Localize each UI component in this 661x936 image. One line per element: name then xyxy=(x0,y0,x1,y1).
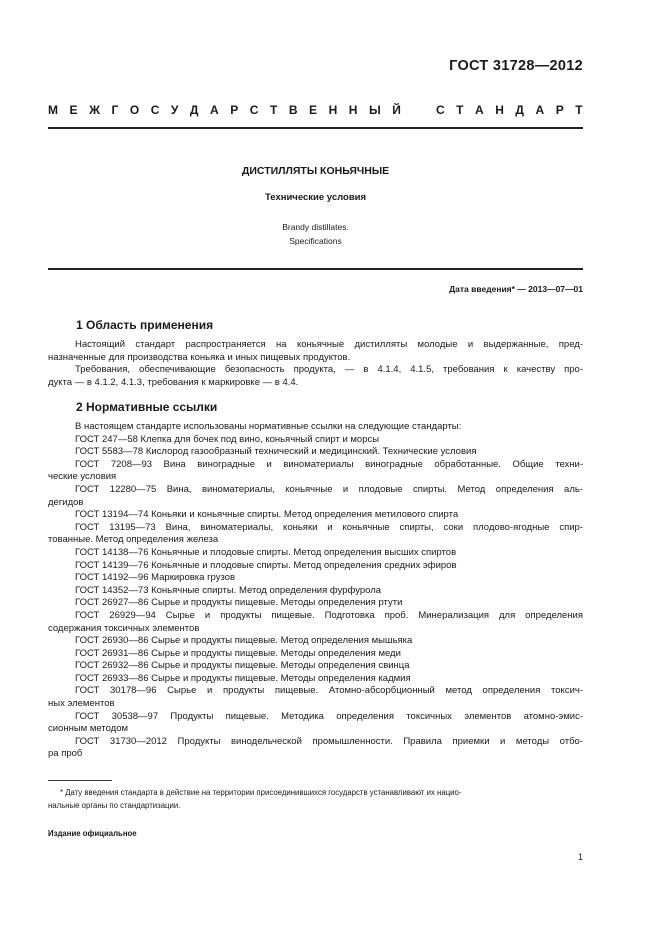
text-line: ГОСТ 13194—74 Коньяки и коньячные спирты. Метод определения метилового спирта xyxy=(75,509,459,521)
text-line: ГОСТ 26933—86 Сырье и продукты пищевые. Методы определения кадмия xyxy=(75,672,411,684)
title-rule xyxy=(48,268,583,270)
banner-gap xyxy=(412,103,424,117)
banner-letter: Р xyxy=(230,103,239,117)
banner-letter: Ы xyxy=(368,103,381,117)
banner-letter: С xyxy=(150,103,160,117)
text-line: ГОСТ 247—58 Клепка для бочек под вино, коньячный спирт и морсы xyxy=(75,433,380,445)
text-line: ГОСТ 26932—86 Сырье и продукты пищевые. Методы определения свинца xyxy=(75,660,410,672)
section2-body xyxy=(48,421,583,761)
banner-letter: Ж xyxy=(89,103,100,117)
document-title: ДИСТИЛЛЯТЫ КОНЬЯЧНЫЕ xyxy=(241,165,390,177)
text-line: ГОСТ 14138—76 Коньячные и плодовые спирты. Метод определения высших спиртов xyxy=(75,546,457,558)
english-title-line1: Brandy distillates. xyxy=(282,222,349,232)
text-line: ГОСТ 26931—86 Сырье и продукты пищевые. Методы определения меди xyxy=(75,647,401,659)
text-line: ческие условия xyxy=(48,471,117,483)
page-number: 1 xyxy=(577,852,583,862)
english-title-line2: Specifications xyxy=(289,236,342,246)
banner-letter: Т xyxy=(575,103,583,117)
text-line: назначенные для производства коньяка и иных пищевых продуктов. xyxy=(48,351,351,363)
banner-letter: М xyxy=(48,103,58,117)
text-line: ГОСТ 31730—2012 Продукты винодельческой промышленности. Правила приемки и методы отбо- xyxy=(75,735,583,747)
banner-letter: А xyxy=(209,103,219,117)
text-line: ГОСТ 26930—86 Сырье и продукты пищевые. Метод определения мышьяка xyxy=(75,635,413,647)
introduction-date: Дата введения* — 2013—07—01 xyxy=(449,284,583,294)
banner-letter: С xyxy=(435,103,445,117)
banner-letter: Г xyxy=(111,103,119,117)
text-line: ГОСТ 12280—75 Вина, виноматериалы, коньячные и плодовые спирты. Метод определения аль- xyxy=(75,483,583,495)
standard-code: ГОСТ 31728—2012 xyxy=(449,58,583,74)
section1-heading: 1 Область применения xyxy=(76,318,214,332)
banner-letter: Е xyxy=(69,103,78,117)
banner-letter: Н xyxy=(328,103,338,117)
banner-letter: А xyxy=(535,103,545,117)
text-line: дукта — в 4.1.2, 4.1.3, требования к маркировке — в 4.4. xyxy=(48,376,299,388)
text-line: сионным методом xyxy=(48,723,129,735)
english-title xyxy=(48,220,583,248)
text-line: Настоящий стандарт распространяется на коньячные дистилляты молодые и выдержанные, пред- xyxy=(75,339,583,350)
edition-label: Издание официальное xyxy=(48,829,137,838)
banner-letter: Е xyxy=(309,103,318,117)
footnote-line1: * Дату введения стандарта в действие на территории присоединившихся государств устанавливают их нацио- xyxy=(60,788,462,797)
text-line: ных элементов xyxy=(48,698,115,710)
text-line: ГОСТ 13195—73 Вина, виноматериалы, коньяки и коньячные спирты, соки плодово-ягодные спир- xyxy=(75,521,583,533)
banner-letter: У xyxy=(170,103,179,117)
text-line: ГОСТ 26929—94 Сырье и продукты пищевые. Подготовка проб. Минерализация для определения xyxy=(75,609,583,621)
footnote-rule xyxy=(48,780,112,781)
text-line: ГОСТ 7208—93 Вина виноградные и виноматериалы виноградные обработанные. Общие техни- xyxy=(75,458,583,470)
text-line: ра проб xyxy=(48,748,83,760)
banner-letter: Т xyxy=(269,103,278,117)
text-line: ГОСТ 26927—86 Сырье и продукты пищевые. Методы определения ртути xyxy=(75,597,403,609)
text-line: ГОСТ 30178—96 Сырье и продукты пищевые. Атомно-абсорбционный метод определения токсич- xyxy=(75,685,583,697)
text-line: тованные. Метод определения железа xyxy=(48,534,219,546)
section1-body xyxy=(48,339,583,389)
footnote-line2: нальные органы по стандартизации. xyxy=(48,801,181,810)
text-line: ГОСТ 14192—96 Маркировка грузов xyxy=(75,572,236,584)
footnote xyxy=(48,786,583,812)
text-line: ГОСТ 30538—97 Продукты пищевые. Методика определения токсичных элементов атомно-эмис- xyxy=(75,710,583,722)
text-line: дегидов xyxy=(48,496,84,508)
interstate-standard-banner xyxy=(48,103,583,117)
banner-letter: Й xyxy=(392,103,401,117)
text-line: ГОСТ 14352—73 Коньячные спирты. Метод определения фурфурола xyxy=(75,584,382,596)
banner-letter: О xyxy=(129,103,140,117)
text-line: В настоящем стандарте использованы нормативные ссылки на следующие стандарты: xyxy=(75,421,462,432)
document-subtitle: Технические условия xyxy=(264,192,367,203)
text-line: ГОСТ 14139—76 Коньячные и плодовые спирты. Метод определения средних эфиров xyxy=(75,559,457,571)
banner-letter: Д xyxy=(515,103,524,117)
banner-letter: Р xyxy=(555,103,564,117)
banner-letter: Т xyxy=(456,103,464,117)
text-line: ГОСТ 5583—78 Кислород газообразный технический и медицинский. Технические условия xyxy=(75,446,477,458)
banner-letter: С xyxy=(249,103,259,117)
section2-heading: 2 Нормативные ссылки xyxy=(76,400,218,414)
text-line: Требования, обеспечивающие безопасность продукта, — в 4.1.4, 4.1.5, требования к качеству про- xyxy=(75,364,583,376)
banner-letter: Н xyxy=(495,103,504,117)
banner-letter: Н xyxy=(348,103,358,117)
header-rule xyxy=(48,127,583,129)
banner-letter: В xyxy=(288,103,298,117)
banner-letter: Д xyxy=(189,103,199,117)
text-line: содержания токсичных элементов xyxy=(48,622,200,634)
banner-letter: А xyxy=(475,103,484,117)
